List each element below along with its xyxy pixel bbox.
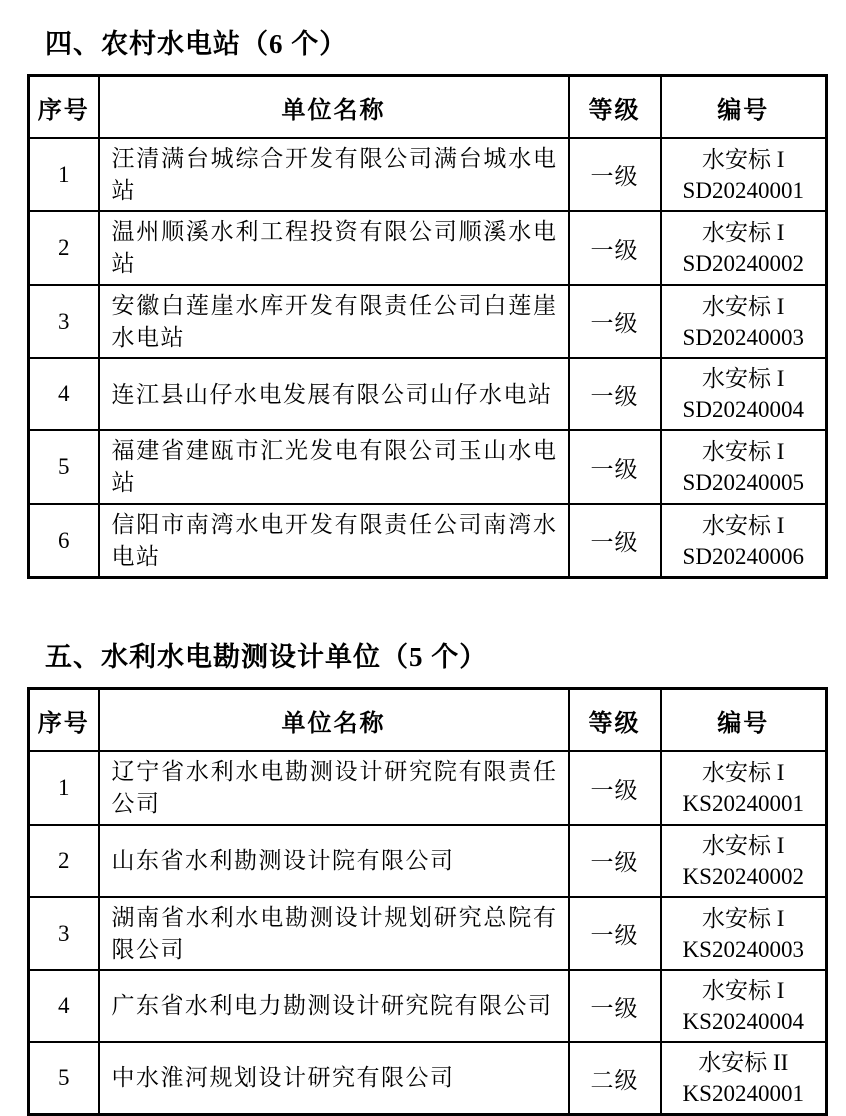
row-number: 1 [29,138,99,211]
survey-design-table [27,687,828,1116]
row-number: 2 [29,825,99,897]
table-row [29,285,827,358]
code-cell [661,430,827,503]
unit-name: 中水淮河规划设计研究有限公司 [99,1042,569,1115]
grade-value: 一级 [569,430,661,503]
code-label: 水安标 II [698,1050,789,1076]
header-code: 编号 [661,689,827,752]
row-number: 2 [29,211,99,284]
code-cell [661,970,827,1042]
code-number: KS20240003 [682,936,804,962]
code-number: SD20240001 [682,177,804,203]
code-label: 水安标 I [702,512,785,538]
grade-value: 二级 [569,1042,661,1115]
code-label: 水安标 I [702,832,785,858]
grade-value: 一级 [569,897,661,970]
code-cell [661,1042,827,1115]
grade-value: 一级 [569,504,661,578]
code-cell [661,897,827,970]
unit-name: 山东省水利勘测设计院有限公司 [99,825,569,897]
section-rural-hydropower [27,22,825,579]
header-grade: 等级 [569,689,661,752]
code-cell [661,358,827,430]
grade-value: 一级 [569,970,661,1042]
header-unit-name: 单位名称 [99,76,569,139]
table-row [29,358,827,430]
code-number: SD20240003 [682,324,804,350]
code-label: 水安标 I [702,978,785,1004]
code-label: 水安标 I [702,439,785,465]
code-label: 水安标 I [702,760,785,786]
unit-name: 广东省水利电力勘测设计研究院有限公司 [99,970,569,1042]
table-row [29,751,827,824]
code-number: SD20240005 [682,470,804,496]
row-number: 4 [29,970,99,1042]
code-cell [661,211,827,284]
code-cell [661,285,827,358]
row-number: 3 [29,285,99,358]
unit-name: 汪清满台城综合开发有限公司满台城水电站 [99,138,569,211]
code-label: 水安标 I [702,146,785,172]
code-label: 水安标 I [702,366,785,392]
code-number: KS20240004 [682,1009,804,1035]
row-number: 5 [29,1042,99,1115]
code-number: KS20240002 [682,863,804,889]
header-code: 编号 [661,76,827,139]
section-title: 五、水利水电勘测设计单位（5 个） [45,642,488,673]
unit-name: 温州顺溪水利工程投资有限公司顺溪水电站 [99,211,569,284]
row-number: 3 [29,897,99,970]
row-number: 4 [29,358,99,430]
table-header-row [29,76,827,139]
header-no: 序号 [29,76,99,139]
header-no: 序号 [29,689,99,752]
row-number: 1 [29,751,99,824]
table-header-row [29,689,827,752]
header-grade: 等级 [569,76,661,139]
table-row [29,825,827,897]
code-cell [661,138,827,211]
grade-value: 一级 [569,358,661,430]
unit-name: 辽宁省水利水电勘测设计研究院有限责任公司 [99,751,569,824]
table-row [29,504,827,578]
table-row [29,138,827,211]
code-label: 水安标 I [702,220,785,246]
table-row [29,430,827,503]
code-number: SD20240002 [682,251,804,277]
header-unit-name: 单位名称 [99,689,569,752]
unit-name: 湖南省水利水电勘测设计规划研究总院有限公司 [99,897,569,970]
table-row [29,970,827,1042]
table-row [29,1042,827,1115]
unit-name: 连江县山仔水电发展有限公司山仔水电站 [99,358,569,430]
unit-name: 信阳市南湾水电开发有限责任公司南湾水电站 [99,504,569,578]
grade-value: 一级 [569,825,661,897]
code-number: KS20240001 [682,1081,804,1107]
rural-hydropower-table [27,74,828,579]
row-number: 6 [29,504,99,578]
code-label: 水安标 I [702,293,785,319]
grade-value: 一级 [569,751,661,824]
row-number: 5 [29,430,99,503]
grade-value: 一级 [569,211,661,284]
code-cell [661,825,827,897]
code-number: SD20240006 [682,543,804,569]
unit-name: 安徽白莲崖水库开发有限责任公司白莲崖水电站 [99,285,569,358]
grade-value: 一级 [569,138,661,211]
table-row [29,211,827,284]
grade-value: 一级 [569,285,661,358]
code-cell [661,751,827,824]
unit-name: 福建省建瓯市汇光发电有限公司玉山水电站 [99,430,569,503]
code-number: KS20240001 [682,791,804,817]
code-label: 水安标 I [702,905,785,931]
section-survey-design [27,635,825,1116]
table-row [29,897,827,970]
section-title: 四、农村水电站（6 个） [45,29,348,59]
code-number: SD20240004 [682,397,804,423]
code-cell [661,504,827,578]
